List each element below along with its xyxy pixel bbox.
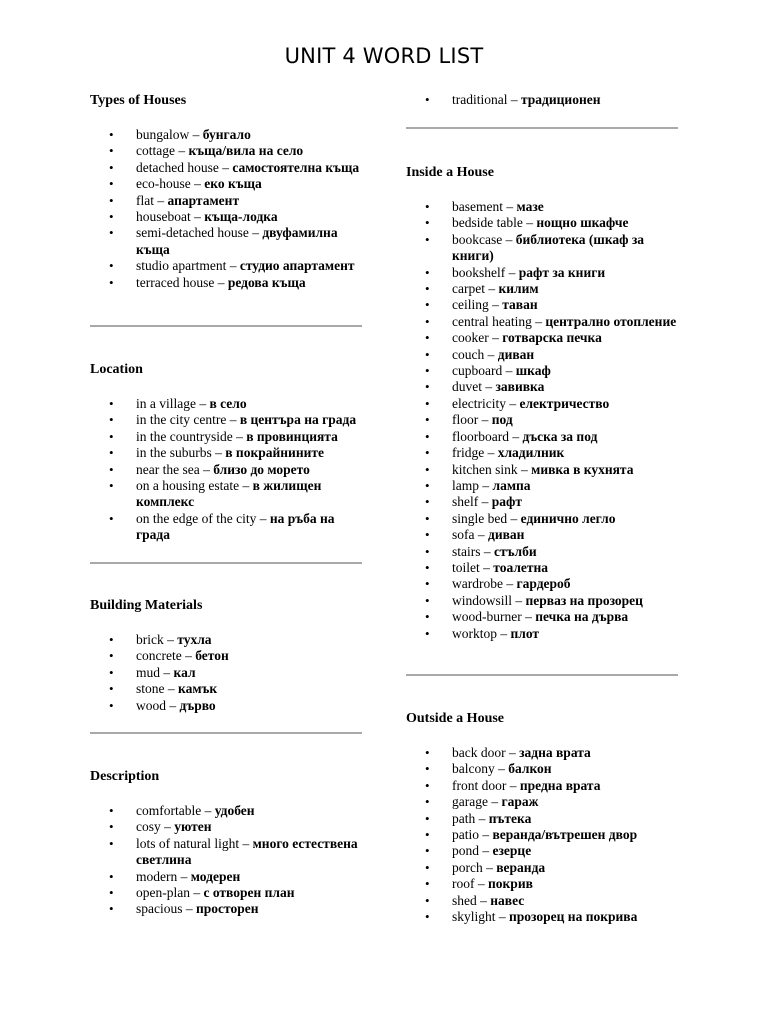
bulgarian-translation: гардероб bbox=[516, 576, 571, 592]
english-term: back door – bbox=[452, 745, 520, 760]
english-term: front door – bbox=[452, 777, 520, 793]
english-term: stone – bbox=[136, 681, 178, 697]
list-item bbox=[406, 626, 678, 642]
bulgarian-translation: мазе bbox=[516, 199, 544, 214]
list-item bbox=[406, 560, 678, 576]
english-term: traditional – bbox=[452, 92, 521, 107]
list-item bbox=[90, 885, 362, 901]
english-term: studio apartment – bbox=[136, 258, 240, 274]
list-item bbox=[90, 803, 362, 819]
section-heading: Outside a House bbox=[406, 711, 505, 726]
bulgarian-translation: килим bbox=[498, 281, 539, 297]
bulgarian-translation: двуфамилна къща bbox=[136, 225, 338, 257]
english-term: carpet – bbox=[452, 281, 499, 297]
section-location bbox=[90, 361, 362, 544]
bulgarian-translation: мивка в кухнята bbox=[531, 461, 634, 477]
bulgarian-translation: таван bbox=[502, 297, 538, 313]
english-term: comfortable – bbox=[136, 803, 215, 818]
page-title: UNIT 4 WORD LIST bbox=[284, 44, 484, 68]
list-item bbox=[406, 412, 678, 428]
list-item bbox=[406, 876, 678, 892]
section-divider bbox=[406, 674, 678, 676]
bulgarian-translation: плот bbox=[510, 625, 540, 641]
list-item bbox=[90, 193, 362, 209]
word-list bbox=[406, 92, 678, 108]
list-item bbox=[406, 396, 678, 412]
bulgarian-translation: централно отопление bbox=[545, 313, 677, 329]
list-item bbox=[406, 199, 678, 215]
list-item bbox=[406, 445, 678, 461]
bulgarian-translation: завивка bbox=[495, 379, 545, 395]
bulgarian-translation: къща/вила на село bbox=[188, 143, 304, 159]
list-item bbox=[406, 494, 678, 510]
list-item bbox=[406, 314, 678, 330]
bulgarian-translation: балкон bbox=[508, 761, 552, 777]
section-heading: Location bbox=[90, 362, 143, 377]
list-item bbox=[406, 379, 678, 395]
english-term: modern – bbox=[136, 868, 191, 884]
bulgarian-translation: диван bbox=[497, 346, 535, 362]
bulgarian-translation: лампа bbox=[492, 477, 531, 493]
english-term: lots of natural light – bbox=[136, 835, 253, 851]
english-term: floorboard – bbox=[452, 428, 523, 444]
english-term: cupboard – bbox=[452, 363, 516, 379]
bulgarian-translation: тоалетна bbox=[493, 559, 549, 575]
english-term: on the edge of the city – bbox=[136, 510, 270, 526]
english-term: in the city centre – bbox=[136, 412, 240, 428]
list-item bbox=[406, 429, 678, 445]
bulgarian-translation: единично легло bbox=[520, 510, 616, 526]
bulgarian-translation: електричество bbox=[519, 395, 610, 411]
english-term: garage – bbox=[452, 794, 502, 810]
list-item bbox=[406, 232, 678, 265]
list-item bbox=[90, 176, 362, 192]
list-item bbox=[90, 698, 362, 714]
bulgarian-translation: къща-лодка bbox=[204, 209, 278, 225]
bulgarian-translation: студио апартамент bbox=[239, 258, 355, 274]
list-item bbox=[90, 478, 362, 511]
english-term: ceiling – bbox=[452, 297, 503, 313]
list-item bbox=[406, 593, 678, 609]
english-term: balcony – bbox=[452, 761, 509, 777]
english-term: fridge – bbox=[452, 445, 498, 461]
section-divider bbox=[406, 127, 678, 129]
section-building-materials bbox=[90, 597, 362, 714]
english-term: spacious – bbox=[136, 901, 196, 917]
bulgarian-translation: с отворен план bbox=[203, 885, 295, 901]
bulgarian-translation: покрив bbox=[488, 876, 533, 892]
bulgarian-translation: традиционен bbox=[520, 92, 601, 107]
list-item bbox=[406, 215, 678, 231]
list-item bbox=[406, 527, 678, 543]
list-item bbox=[406, 745, 678, 761]
english-term: central heating – bbox=[452, 313, 546, 329]
list-item bbox=[90, 819, 362, 835]
english-term: houseboat – bbox=[136, 209, 205, 225]
english-term: cooker – bbox=[452, 330, 503, 346]
list-item bbox=[90, 143, 362, 159]
bulgarian-translation: библиотека (шкаф за книги) bbox=[452, 231, 645, 264]
english-term: skylight – bbox=[452, 909, 510, 925]
english-term: bungalow – bbox=[136, 127, 203, 142]
list-item bbox=[90, 632, 362, 648]
english-term: in the countryside – bbox=[136, 428, 247, 444]
bulgarian-translation: бунгало bbox=[202, 127, 251, 142]
english-term: patio – bbox=[452, 827, 493, 843]
english-term: stairs – bbox=[452, 543, 494, 559]
english-term: terraced house – bbox=[136, 274, 228, 290]
list-item bbox=[90, 869, 362, 885]
english-term: pond – bbox=[452, 843, 493, 859]
bulgarian-translation: дърво bbox=[179, 697, 216, 713]
bulgarian-translation: гараж bbox=[501, 794, 539, 810]
list-item bbox=[90, 160, 362, 176]
bulgarian-translation: самостоятелна къща bbox=[232, 159, 360, 175]
bulgarian-translation: хладилник bbox=[497, 445, 565, 461]
word-list bbox=[406, 745, 678, 925]
english-term: roof – bbox=[452, 876, 488, 892]
list-item bbox=[406, 478, 678, 494]
list-item bbox=[90, 275, 362, 291]
list-item bbox=[90, 258, 362, 274]
english-term: kitchen sink – bbox=[452, 461, 532, 477]
bulgarian-translation: апартамент bbox=[167, 192, 240, 208]
bulgarian-translation: кал bbox=[173, 664, 196, 680]
english-term: wardrobe – bbox=[452, 576, 517, 592]
list-item bbox=[406, 363, 678, 379]
english-term: flat – bbox=[136, 192, 168, 208]
bulgarian-translation: бетон bbox=[195, 648, 229, 664]
bulgarian-translation: удобен bbox=[214, 803, 255, 818]
english-term: couch – bbox=[452, 346, 498, 362]
bulgarian-translation: задна врата bbox=[519, 745, 591, 760]
section-heading: Types of Houses bbox=[90, 93, 187, 108]
list-item bbox=[406, 330, 678, 346]
list-item bbox=[406, 297, 678, 313]
bulgarian-translation: близо до морето bbox=[213, 461, 310, 477]
english-term: bookcase – bbox=[452, 231, 516, 247]
section-types-of-houses bbox=[90, 92, 362, 291]
section-divider bbox=[90, 562, 362, 564]
english-term: eco-house – bbox=[136, 176, 205, 192]
bulgarian-translation: под bbox=[491, 412, 513, 428]
bulgarian-translation: пътека bbox=[488, 810, 532, 826]
word-list bbox=[90, 803, 362, 918]
list-item bbox=[406, 544, 678, 560]
list-item bbox=[406, 576, 678, 592]
list-item bbox=[90, 412, 362, 428]
list-item bbox=[406, 893, 678, 909]
list-item bbox=[90, 648, 362, 664]
english-term: floor – bbox=[452, 412, 492, 428]
word-list bbox=[406, 199, 678, 642]
list-item bbox=[406, 794, 678, 810]
word-list bbox=[90, 396, 362, 544]
list-item bbox=[406, 860, 678, 876]
list-item bbox=[406, 843, 678, 859]
english-term: near the sea – bbox=[136, 461, 214, 477]
english-term: brick – bbox=[136, 632, 178, 647]
list-item bbox=[406, 827, 678, 843]
bulgarian-translation: веранда/вътрешен двор bbox=[492, 827, 638, 843]
list-item bbox=[406, 511, 678, 527]
section-divider bbox=[90, 325, 362, 327]
list-item bbox=[90, 511, 362, 544]
bulgarian-translation: еко къща bbox=[204, 176, 262, 192]
english-term: bedside table – bbox=[452, 215, 537, 231]
bulgarian-translation: веранда bbox=[496, 859, 546, 875]
bulgarian-translation: езерце bbox=[492, 843, 532, 859]
bulgarian-translation: перваз на прозорец bbox=[525, 592, 643, 608]
bulgarian-translation: в центъра на града bbox=[239, 412, 357, 428]
english-term: cottage – bbox=[136, 143, 189, 159]
section-heading: Building Materials bbox=[90, 598, 203, 613]
list-item bbox=[90, 209, 362, 225]
bulgarian-translation: печка на дърва bbox=[535, 609, 629, 625]
list-item bbox=[406, 347, 678, 363]
english-term: wood – bbox=[136, 697, 180, 713]
list-item bbox=[406, 778, 678, 794]
bulgarian-translation: нощно шкафче bbox=[536, 215, 629, 231]
bulgarian-translation: на ръба на града bbox=[136, 510, 335, 543]
section-heading: Inside a House bbox=[406, 165, 494, 180]
list-item bbox=[406, 909, 678, 925]
bulgarian-translation: рафт bbox=[491, 494, 522, 510]
list-item bbox=[90, 462, 362, 478]
list-item bbox=[406, 811, 678, 827]
english-term: worktop – bbox=[452, 625, 511, 641]
list-item bbox=[406, 761, 678, 777]
english-term: open-plan – bbox=[136, 885, 204, 901]
bulgarian-translation: тухла bbox=[177, 632, 212, 647]
english-term: in a village – bbox=[136, 396, 210, 411]
bulgarian-translation: много естествена светлина bbox=[136, 835, 358, 868]
bulgarian-translation: дъска за под bbox=[522, 428, 598, 444]
english-term: mud – bbox=[136, 664, 174, 680]
bulgarian-translation: прозорец на покрива bbox=[509, 909, 638, 925]
bulgarian-translation: диван bbox=[488, 527, 525, 543]
english-term: path – bbox=[452, 810, 489, 826]
list-item bbox=[406, 609, 678, 625]
english-term: concrete – bbox=[136, 648, 196, 664]
bulgarian-translation: уютен bbox=[174, 819, 212, 835]
english-term: semi-detached house – bbox=[136, 225, 263, 241]
bulgarian-translation: камък bbox=[178, 681, 218, 697]
list-item bbox=[90, 836, 362, 869]
section-carryover bbox=[406, 92, 678, 108]
list-item bbox=[90, 901, 362, 917]
bulgarian-translation: предна врата bbox=[519, 777, 601, 793]
english-term: single bed – bbox=[452, 510, 521, 526]
english-term: on a housing estate – bbox=[136, 478, 253, 494]
list-item bbox=[90, 665, 362, 681]
word-list bbox=[90, 127, 362, 291]
list-item bbox=[406, 462, 678, 478]
english-term: cosy – bbox=[136, 819, 175, 835]
english-term: windowsill – bbox=[452, 592, 526, 608]
english-term: lamp – bbox=[452, 477, 493, 493]
bulgarian-translation: редова къща bbox=[227, 274, 306, 290]
english-term: detached house – bbox=[136, 159, 233, 175]
list-item bbox=[90, 396, 362, 412]
list-item bbox=[406, 265, 678, 281]
bulgarian-translation: стълби bbox=[494, 543, 537, 559]
bulgarian-translation: в жилищен комплекс bbox=[136, 478, 322, 510]
section-inside-a-house bbox=[406, 164, 678, 642]
section-heading: Description bbox=[90, 769, 160, 784]
english-term: shelf – bbox=[452, 494, 492, 510]
bulgarian-translation: просторен bbox=[196, 901, 259, 917]
english-term: bookshelf – bbox=[452, 264, 519, 280]
list-item bbox=[90, 225, 362, 258]
english-term: toilet – bbox=[452, 559, 494, 575]
english-term: porch – bbox=[452, 859, 497, 875]
section-divider bbox=[90, 732, 362, 734]
bulgarian-translation: в село bbox=[209, 396, 247, 411]
bulgarian-translation: шкаф bbox=[515, 363, 551, 379]
english-term: shed – bbox=[452, 892, 491, 908]
section-description bbox=[90, 768, 362, 918]
list-item bbox=[90, 127, 362, 143]
bulgarian-translation: в покрайнините bbox=[225, 445, 324, 461]
list-item bbox=[406, 281, 678, 297]
bulgarian-translation: модерен bbox=[190, 868, 241, 884]
bulgarian-translation: рафт за книги bbox=[518, 264, 606, 280]
bulgarian-translation: навес bbox=[490, 892, 525, 908]
list-item bbox=[90, 681, 362, 697]
bulgarian-translation: готварска печка bbox=[502, 330, 602, 346]
english-term: wood-burner – bbox=[452, 609, 536, 625]
bulgarian-translation: в провинцията bbox=[246, 428, 338, 444]
english-term: sofa – bbox=[452, 527, 488, 543]
english-term: electricity – bbox=[452, 395, 520, 411]
section-outside-a-house bbox=[406, 710, 678, 925]
list-item bbox=[406, 92, 678, 108]
english-term: in the suburbs – bbox=[136, 445, 226, 461]
english-term: duvet – bbox=[452, 379, 496, 395]
english-term: basement – bbox=[452, 199, 517, 214]
list-item bbox=[90, 429, 362, 445]
list-item bbox=[90, 445, 362, 461]
word-list bbox=[90, 632, 362, 714]
